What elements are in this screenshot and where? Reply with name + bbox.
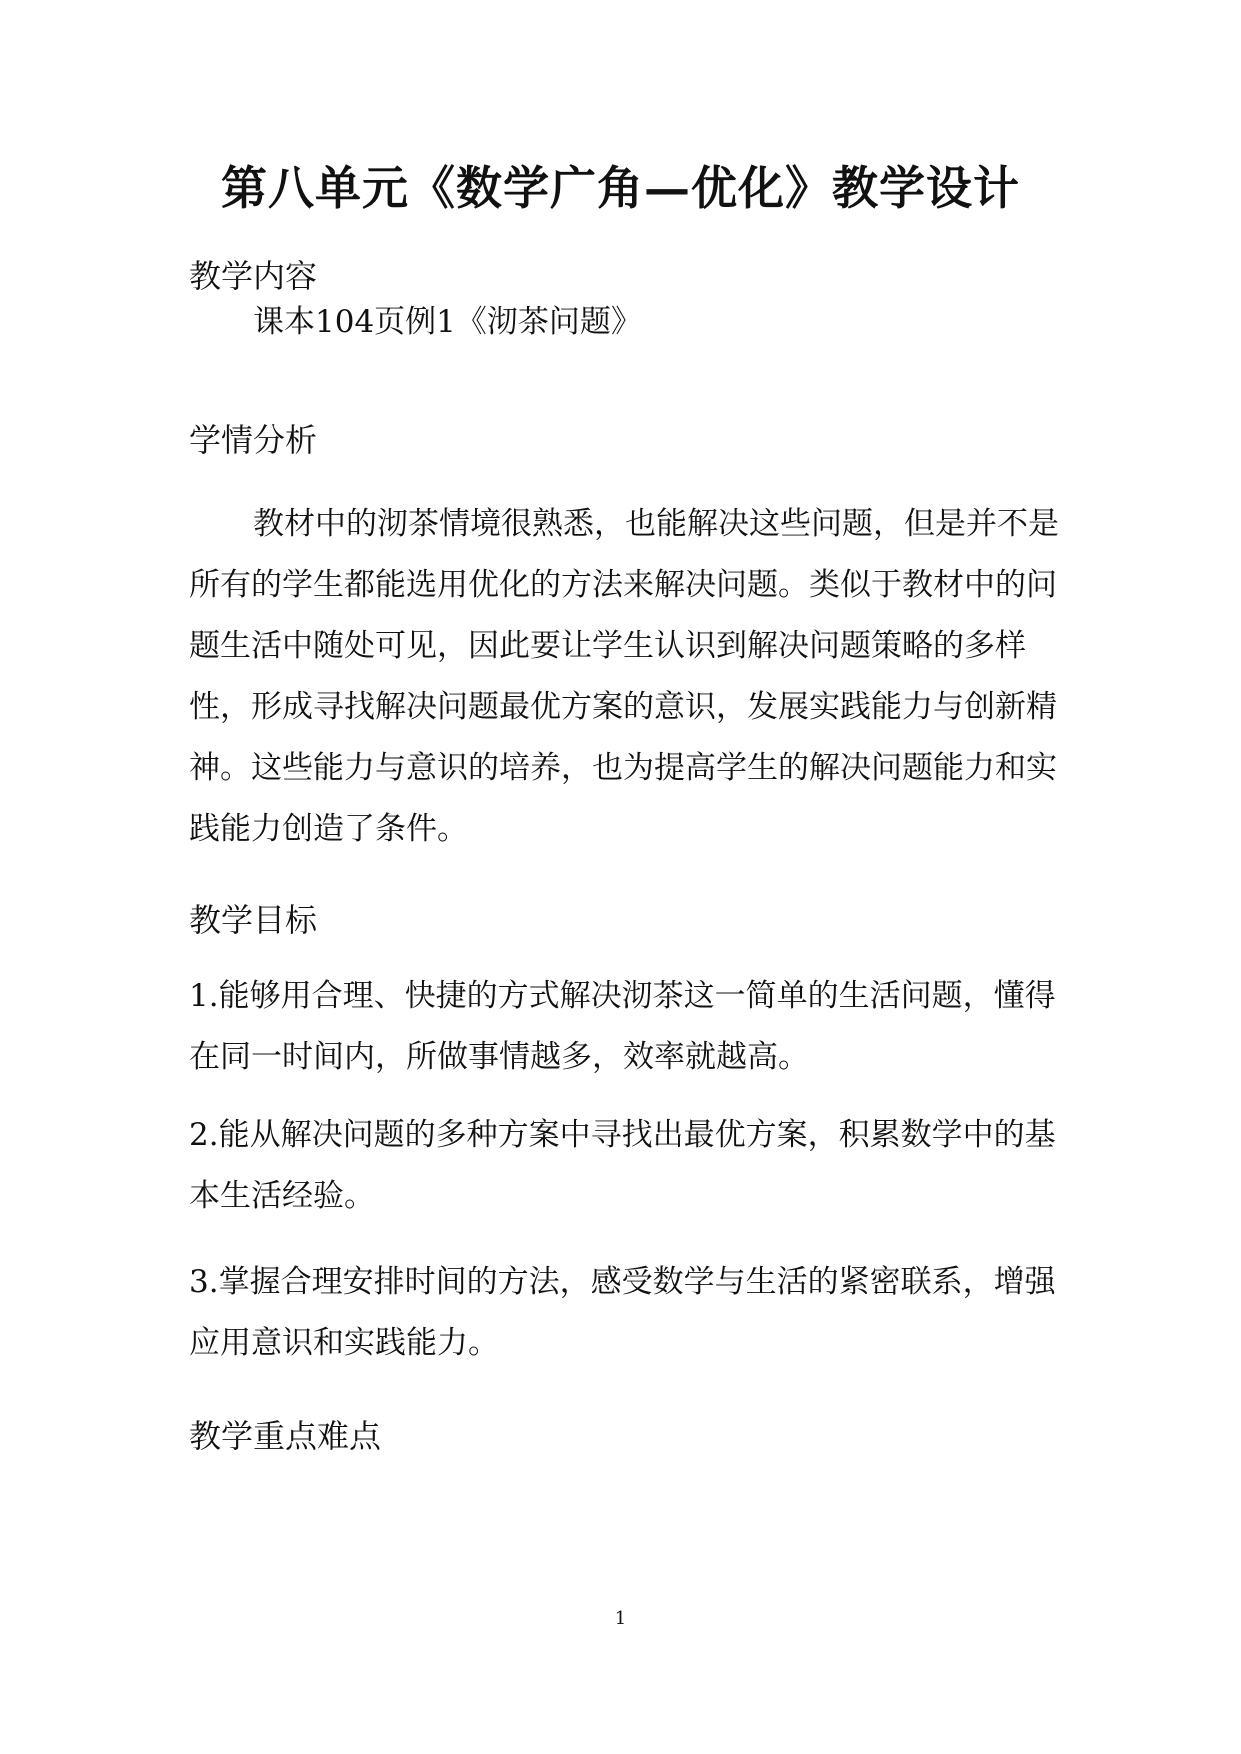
objective-1: 1.能够用合理、快捷的方式解决沏茶这一简单的生活问题，懂得在同一时间内，所做事情越多，效率就越高。: [189, 978, 1056, 1075]
objective-3: 3.掌握合理安排时间的方法，感受数学与生活的紧密联系，增强应用意识和实践能力。: [189, 1264, 1056, 1361]
content-paragraph: 课本104页例1《沏茶问题》: [253, 304, 642, 340]
section-heading-analysis: 学情分析: [189, 421, 318, 459]
document-title: 第八单元《数学广角—优化》教学设计: [221, 161, 1020, 215]
section-heading-objectives: 教学目标: [189, 901, 318, 939]
section-heading-key-points: 教学重点难点: [189, 1417, 382, 1455]
page-number: 1: [614, 1608, 627, 1629]
section-heading-content: 教学内容: [189, 257, 318, 295]
analysis-paragraph: 教材中的沏茶情境很熟悉，也能解决这些问题，但是并不是所有的学生都能选用优化的方法来解决问题。类似于教材中的问题生活中随处可见，因此要让学生认识到解决问题策略的多样性，形成寻找解决问题最优方案的意识，发展实践能力与创新精神。这些能力与意识的培养，也为提高学生的解决问题能力和实践能力创造了条件。: [189, 506, 1059, 847]
objective-2: 2.能从解决问题的多种方案中寻找出最优方案，积累数学中的基本生活经验。: [189, 1117, 1056, 1214]
